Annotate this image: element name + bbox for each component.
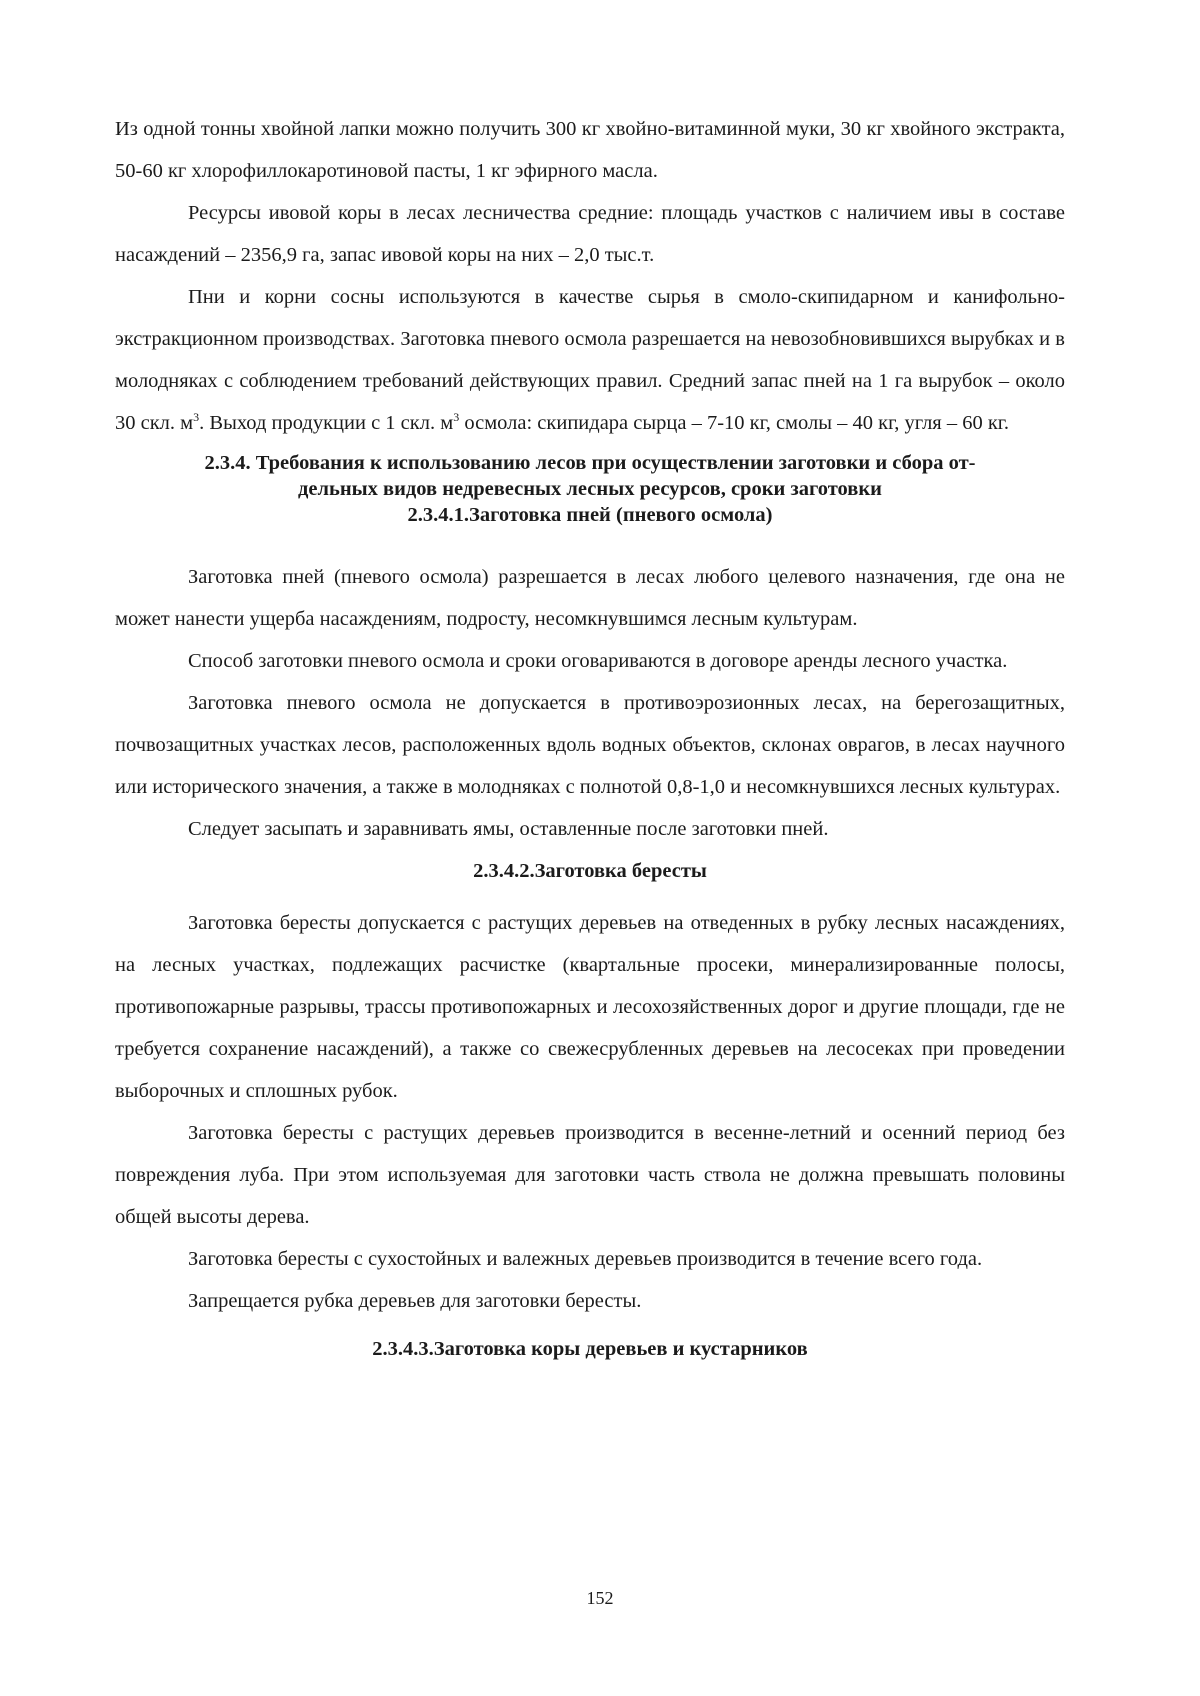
section-heading-2-3-4: [115, 450, 1065, 528]
paragraph-willow-bark: Ресурсы ивовой коры в лесах лесничества средние: площадь участков с наличием ивы в составе насаждений – 2356,9 га, запас ивовой коры на них – 2,0 тыс.т.: [115, 202, 1065, 266]
subsection-heading-bark: 2.3.4.3.Заготовка коры деревьев и кустарников: [372, 1338, 808, 1360]
paragraph-yield-text: . Выход продукции с 1 скл. м: [199, 412, 454, 434]
cubic-superscript: 3: [193, 410, 200, 424]
paragraph-pine-stumps-text: Пни и корни сосны используются в качестве сырья в смоло-скипидарном и канифольно-экстракционном производствах. Заготовка пневого осмола разрешается на невозобновившихся вырубках и в молодняках с соблюдением требований действующих правил.: [115, 286, 1065, 392]
section-heading-line: 2.3.4. Требования к использованию лесов при осуществлении заготовки и сбора от-: [204, 452, 976, 474]
paragraph-birch-bark-allowed: Заготовка бересты допускается с растущих деревьев на отведенных в рубку лесных насаждениях, на лесных участках, подлежащих расчистке (квартальные просеки, минерализированные полосы, противопожарные разрывы, трассы противопожарных и лесохозяйственных дорог и другие площади, где не требуется сохранение насаждений), а также со свежесрубленных деревьев на лесосеках при проведении выборочных и сплошных рубок.: [115, 912, 1065, 1102]
paragraph-stumps-pits: Следует засыпать и заравнивать ямы, оставленные после заготовки пней.: [188, 818, 829, 840]
subsection-heading-stumps: 2.3.4.1.Заготовка пней (пневого осмола): [407, 504, 773, 526]
cubic-superscript: 3: [453, 410, 460, 424]
paragraph-pine-stumps: [115, 276, 1065, 444]
paragraph-birch-bark-deadwood: Заготовка бересты с сухостойных и валежных деревьев производится в течение всего года.: [188, 1248, 983, 1270]
paragraph-birch-bark-felling-ban: Запрещается рубка деревьев для заготовки бересты.: [188, 1290, 642, 1312]
subsection-heading-birch-bark: 2.3.4.2.Заготовка бересты: [473, 860, 707, 882]
paragraph-stumps-prohibited: Заготовка пневого осмола не допускается в противоэрозионных лесах, на берегозащитных, почвозащитных участках лесов, расположенных вдоль водных объектов, склонах оврагов, в лесах научного или исторического значения, а также в молодняках с полнотой 0,8-1,0 и несомкнувшихся лесных культурах.: [115, 692, 1065, 798]
document-page: [115, 108, 1065, 1370]
paragraph-birch-bark-season: Заготовка бересты с растущих деревьев производится в весенне-летний и осенний период без повреждения луба. При этом используемая для заготовки часть ствола не должна превышать половины общей высоты дерева.: [115, 1122, 1065, 1228]
paragraph-needle-products: Из одной тонны хвойной лапки можно получить 300 кг хвойно-витаминной муки, 30 кг хвойного экстракта, 50-60 кг хлорофиллокаротиновой пасты, 1 кг эфирного масла.: [115, 118, 1065, 182]
paragraph-stump-volume: Средний запас пней на 1 га вырубок – около 30 скл. м: [115, 370, 1065, 434]
section-heading-line: дельных видов недревесных лесных ресурсов, сроки заготовки: [298, 478, 882, 500]
paragraph-stumps-method: Способ заготовки пневого осмола и сроки оговариваются в договоре аренды лесного участка.: [188, 650, 1008, 672]
paragraph-stumps-allowed: Заготовка пней (пневого осмола) разрешается в лесах любого целевого назначения, где она не может нанести ущерба насаждениям, подросту, несомкнувшимся лесным культурам.: [115, 566, 1065, 630]
page-number: 152: [586, 1588, 614, 1608]
paragraph-yield-values: осмола: скипидара сырца – 7-10 кг, смолы – 40 кг, угля – 60 кг.: [464, 412, 1010, 434]
